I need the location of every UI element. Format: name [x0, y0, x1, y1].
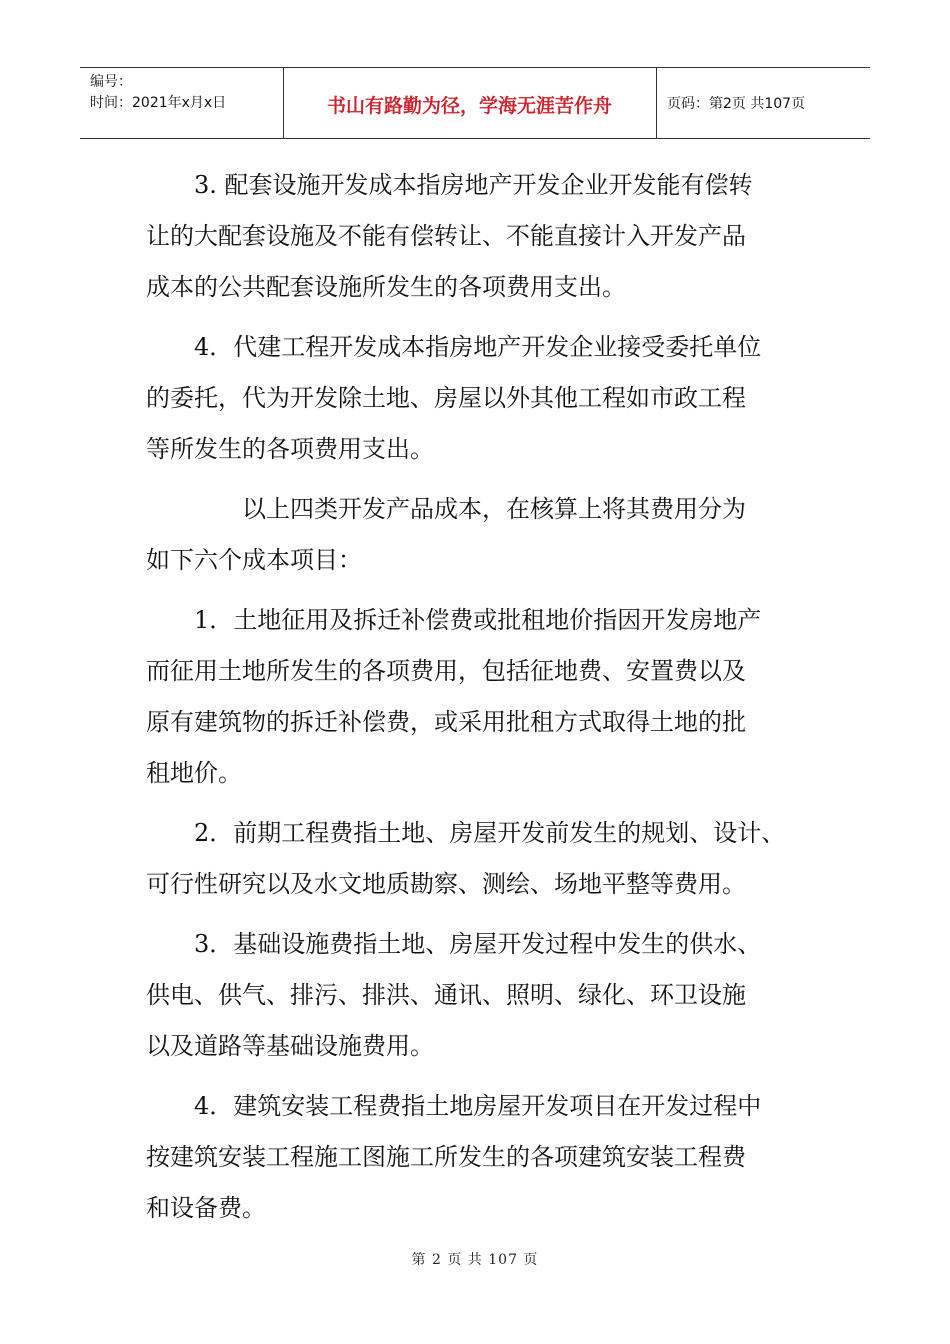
paragraph-preliminary-cost — [146, 808, 826, 910]
paragraph-line: 1．土地征用及拆迁补偿费或批租地价指因开发房地产 — [194, 606, 762, 634]
header-meta-cell — [80, 68, 284, 138]
paragraph-line: 可行性研究以及水文地质勘察、测绘、场地平整等费用。 — [146, 870, 746, 898]
paragraph-line: 按建筑安装工程施工图施工所发生的各项建筑安装工程费 — [146, 1143, 746, 1171]
paragraph-line: 3．基础设施费指土地、房屋开发过程中发生的供水、 — [194, 930, 762, 958]
document-date-label: 时间：2021年x月x日 — [90, 95, 227, 111]
paragraph-line: 成本的公共配套设施所发生的各项费用支出。 — [146, 273, 626, 301]
paragraph-line: 4．代建工程开发成本指房地产开发企业接受委托单位 — [194, 333, 762, 361]
header-motto: 书山有路勤为径，学海无涯苦作舟 — [326, 95, 612, 117]
paragraph-line: 供电、供气、排污、排洪、通讯、照明、绿化、环卫设施 — [146, 981, 746, 1009]
paragraph-line: 以上四类开发产品成本，在核算上将其费用分为 — [242, 495, 746, 523]
paragraph-cost-items-intro — [146, 484, 826, 586]
paragraph-line: 和设备费。 — [146, 1194, 266, 1222]
header-page-cell — [657, 68, 870, 138]
paragraph-supporting-facilities — [146, 160, 826, 313]
paragraph-line: 租地价。 — [146, 759, 242, 787]
header-motto-cell — [283, 68, 657, 138]
paragraph-agency-construction — [146, 322, 826, 475]
document-body — [146, 160, 826, 1243]
paragraph-line: 4．建筑安装工程费指土地房屋开发项目在开发过程中 — [194, 1092, 762, 1120]
page-header — [80, 67, 870, 139]
paragraph-line: 让的大配套设施及不能有偿转让、不能直接计入开发产品 — [146, 222, 746, 250]
paragraph-construction-cost — [146, 1081, 826, 1234]
paragraph-land-cost — [146, 595, 826, 799]
document-number-label: 编号： — [90, 74, 132, 90]
paragraph-line: 3. 配套设施开发成本指房地产开发企业开发能有偿转 — [194, 171, 753, 199]
paragraph-line: 原有建筑物的拆迁补偿费，或采用批租方式取得土地的批 — [146, 708, 746, 736]
page-footer: 第 2 页 共 107 页 — [411, 1252, 539, 1268]
paragraph-line: 如下六个成本项目： — [146, 546, 362, 574]
paragraph-line: 的委托，代为开发除土地、房屋以外其他工程如市政工程 — [146, 384, 746, 412]
paragraph-line: 以及道路等基础设施费用。 — [146, 1032, 434, 1060]
paragraph-infrastructure-cost — [146, 919, 826, 1072]
paragraph-line: 2．前期工程费指土地、房屋开发前发生的规划、设计、 — [194, 819, 786, 847]
header-page-info: 页码：第2页 共107页 — [667, 96, 806, 112]
paragraph-line: 等所发生的各项费用支出。 — [146, 435, 434, 463]
paragraph-line: 而征用土地所发生的各项费用，包括征地费、安置费以及 — [146, 657, 746, 685]
